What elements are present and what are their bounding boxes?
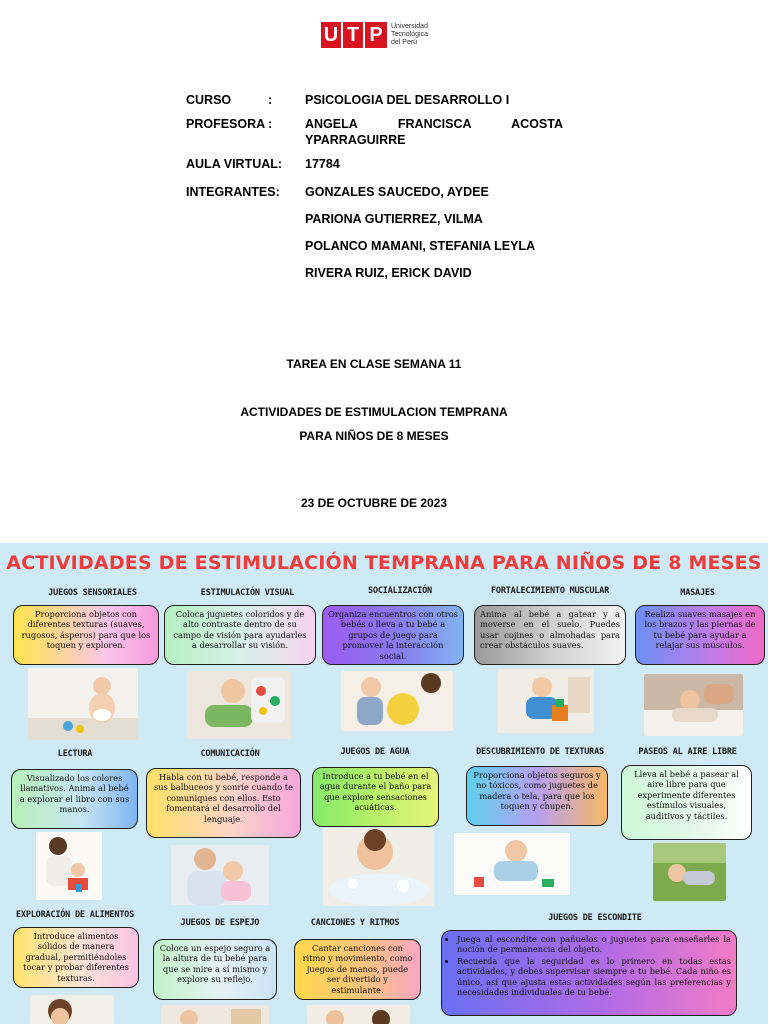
massage-photo	[644, 674, 743, 736]
activity-title: MASAJES	[680, 588, 715, 598]
aula-value: 17784	[305, 157, 340, 171]
activity-card: Introduce alimentos sólidos de manera gradual, permitiéndoles tocar y probar diferentes texturas.	[13, 927, 139, 988]
activity-card: Cantar canciones con ritmo y movimiento, como juegos de manos, puede ser divertido y estimulante.	[294, 939, 421, 1000]
activity-title: JUEGOS DE ESCONDITE	[548, 913, 642, 923]
activity-title: SOCIALIZACIÓN	[368, 586, 432, 596]
activity-card: Proporciona objetos seguros y no tóxicos, como juguetes de madera o tela, para que los toquen y chupen.	[466, 766, 608, 826]
activity-title: PASEOS AL AIRE LIBRE	[638, 747, 737, 757]
poster-title: ACTIVIDADES DE ESTIMULACIÓN TEMPRANA PARA NIÑOS DE 8 MESES	[6, 552, 762, 574]
activity-title: CANCIONES Y RITMOS	[310, 918, 400, 928]
list-item: • Recuerda que la seguridad es lo primero en todas estas actividades, y debes supervisar siempre a tu bebé. Cada niño es único, así que ajusta estas actividades según las preferencias y necesidades individuales de tu bebé.	[457, 956, 731, 998]
integrante-2: PARIONA GUTIERREZ, VILMA	[305, 212, 483, 226]
baby-visual-photo	[187, 671, 291, 739]
activity-title: DESCUBRIMIENTO DE TEXTURAS	[476, 747, 604, 757]
activity-title: EXPLORACIÓN DE ALIMENTOS	[15, 910, 135, 920]
integrantes-label: INTEGRANTES:	[186, 185, 280, 199]
outdoor-photo	[653, 843, 726, 901]
activity-title: ESTIMULACIÓN VISUAL	[200, 588, 295, 598]
muscle-photo	[498, 669, 594, 733]
integrante-3: POLANCO MAMANI, STEFANIA LEYLA	[305, 239, 536, 253]
water-play-photo	[323, 828, 434, 906]
university-name: Universidad Tecnológica del Perú	[391, 23, 428, 46]
curso-colon: :	[268, 93, 273, 107]
socialization-photo	[341, 671, 453, 731]
integrante-1: GONZALES SAUCEDO, AYDEE	[305, 185, 489, 199]
profesora-value-line2: YPARRAGUIRRE	[305, 133, 406, 147]
utp-logo	[321, 22, 439, 48]
aula-label: AULA VIRTUAL:	[186, 157, 283, 171]
activity-card: Coloca juguetes coloridos y de alto contraste dentro de su campo de visión para ayudarles a desarrollar su visión.	[164, 605, 316, 665]
reading-photo	[36, 832, 102, 900]
activity-title: JUEGOS DE ESPEJO	[180, 918, 260, 928]
activity-card-escondite	[441, 930, 737, 1016]
activity-card: Visualizado los colores llamativos. Anima al bebé a explorar el libro con sus manos.	[11, 769, 138, 829]
activity-title: COMUNICACIÓN	[200, 749, 260, 759]
activity-card: Anima al bebé a gatear y a moverse en el suelo. Puedes usar cojines o almohadas para crear obstáculos suaves.	[474, 605, 626, 665]
communication-photo	[171, 845, 269, 905]
activity-card: Organiza encuentros con otros bebés o lleva a tu bebé a grupos de juego para promover la interacción social.	[322, 605, 464, 665]
activity-card: Proporciona objetos con diferentes texturas (suaves, rugosos, ásperos) para que los toquen y exploren.	[13, 605, 159, 665]
curso-value: PSICOLOGIA DEL DESARROLLO I	[305, 93, 510, 107]
activity-card: Coloca un espejo seguro a la altura de tu bebé para que se mire a sí mismo y explore su reflejo.	[153, 939, 277, 1000]
songs-photo	[307, 1005, 410, 1024]
activity-title: FORTALECIMIENTO MUSCULAR	[490, 586, 610, 596]
actividades-heading-line1: ACTIVIDADES DE ESTIMULACION TEMPRANA	[240, 405, 508, 419]
curso-label: CURSO	[186, 93, 232, 107]
profesora-value-line1: ANGELA FRANCISCA ACOSTA	[305, 117, 563, 131]
activity-title: JUEGOS DE AGUA	[340, 747, 410, 757]
tarea-heading: TAREA EN CLASE SEMANA 11	[286, 357, 462, 371]
profesora-label: PROFESORA :	[186, 117, 273, 131]
food-photo	[30, 995, 114, 1024]
activity-card: Lleva al bebé a pasear al aire libre para que experimente diferentes estímulos visuales, auditivos y táctiles.	[621, 765, 752, 840]
mirror-photo	[161, 1005, 269, 1024]
integrante-4: RIVERA RUIZ, ERICK DAVID	[305, 266, 472, 280]
fecha: 23 DE OCTUBRE DE 2023	[300, 496, 448, 510]
activity-card: Introduce a tu bebé en el agua durante el baño para que explore sensaciones acuáticas.	[312, 767, 439, 827]
list-item: • Juega al escondite con pañuelos o juguetes para enseñarles la noción de permanencia del objeto.	[457, 934, 731, 955]
utp-logo-mark: U T P	[321, 22, 387, 48]
escondite-list	[457, 934, 731, 997]
activity-title: JUEGOS SENSORIALES	[48, 588, 137, 598]
infographic-poster	[0, 543, 768, 1024]
baby-sensory-photo	[28, 668, 138, 740]
textures-photo	[454, 833, 570, 895]
activity-title: LECTURA	[57, 749, 93, 759]
actividades-heading-line2: PARA NIÑOS DE 8 MESES	[299, 429, 449, 443]
activity-card: Realiza suaves masajes en los brazos y las piernas de tu bebé para ayudar a relajar sus músculos.	[635, 605, 765, 665]
activity-card: Habla con tu bebé, responde a sus balbuceos y sonríe cuando te comuniques con ellos. Esto fomentará el desarrollo del lenguaje.	[146, 768, 301, 838]
